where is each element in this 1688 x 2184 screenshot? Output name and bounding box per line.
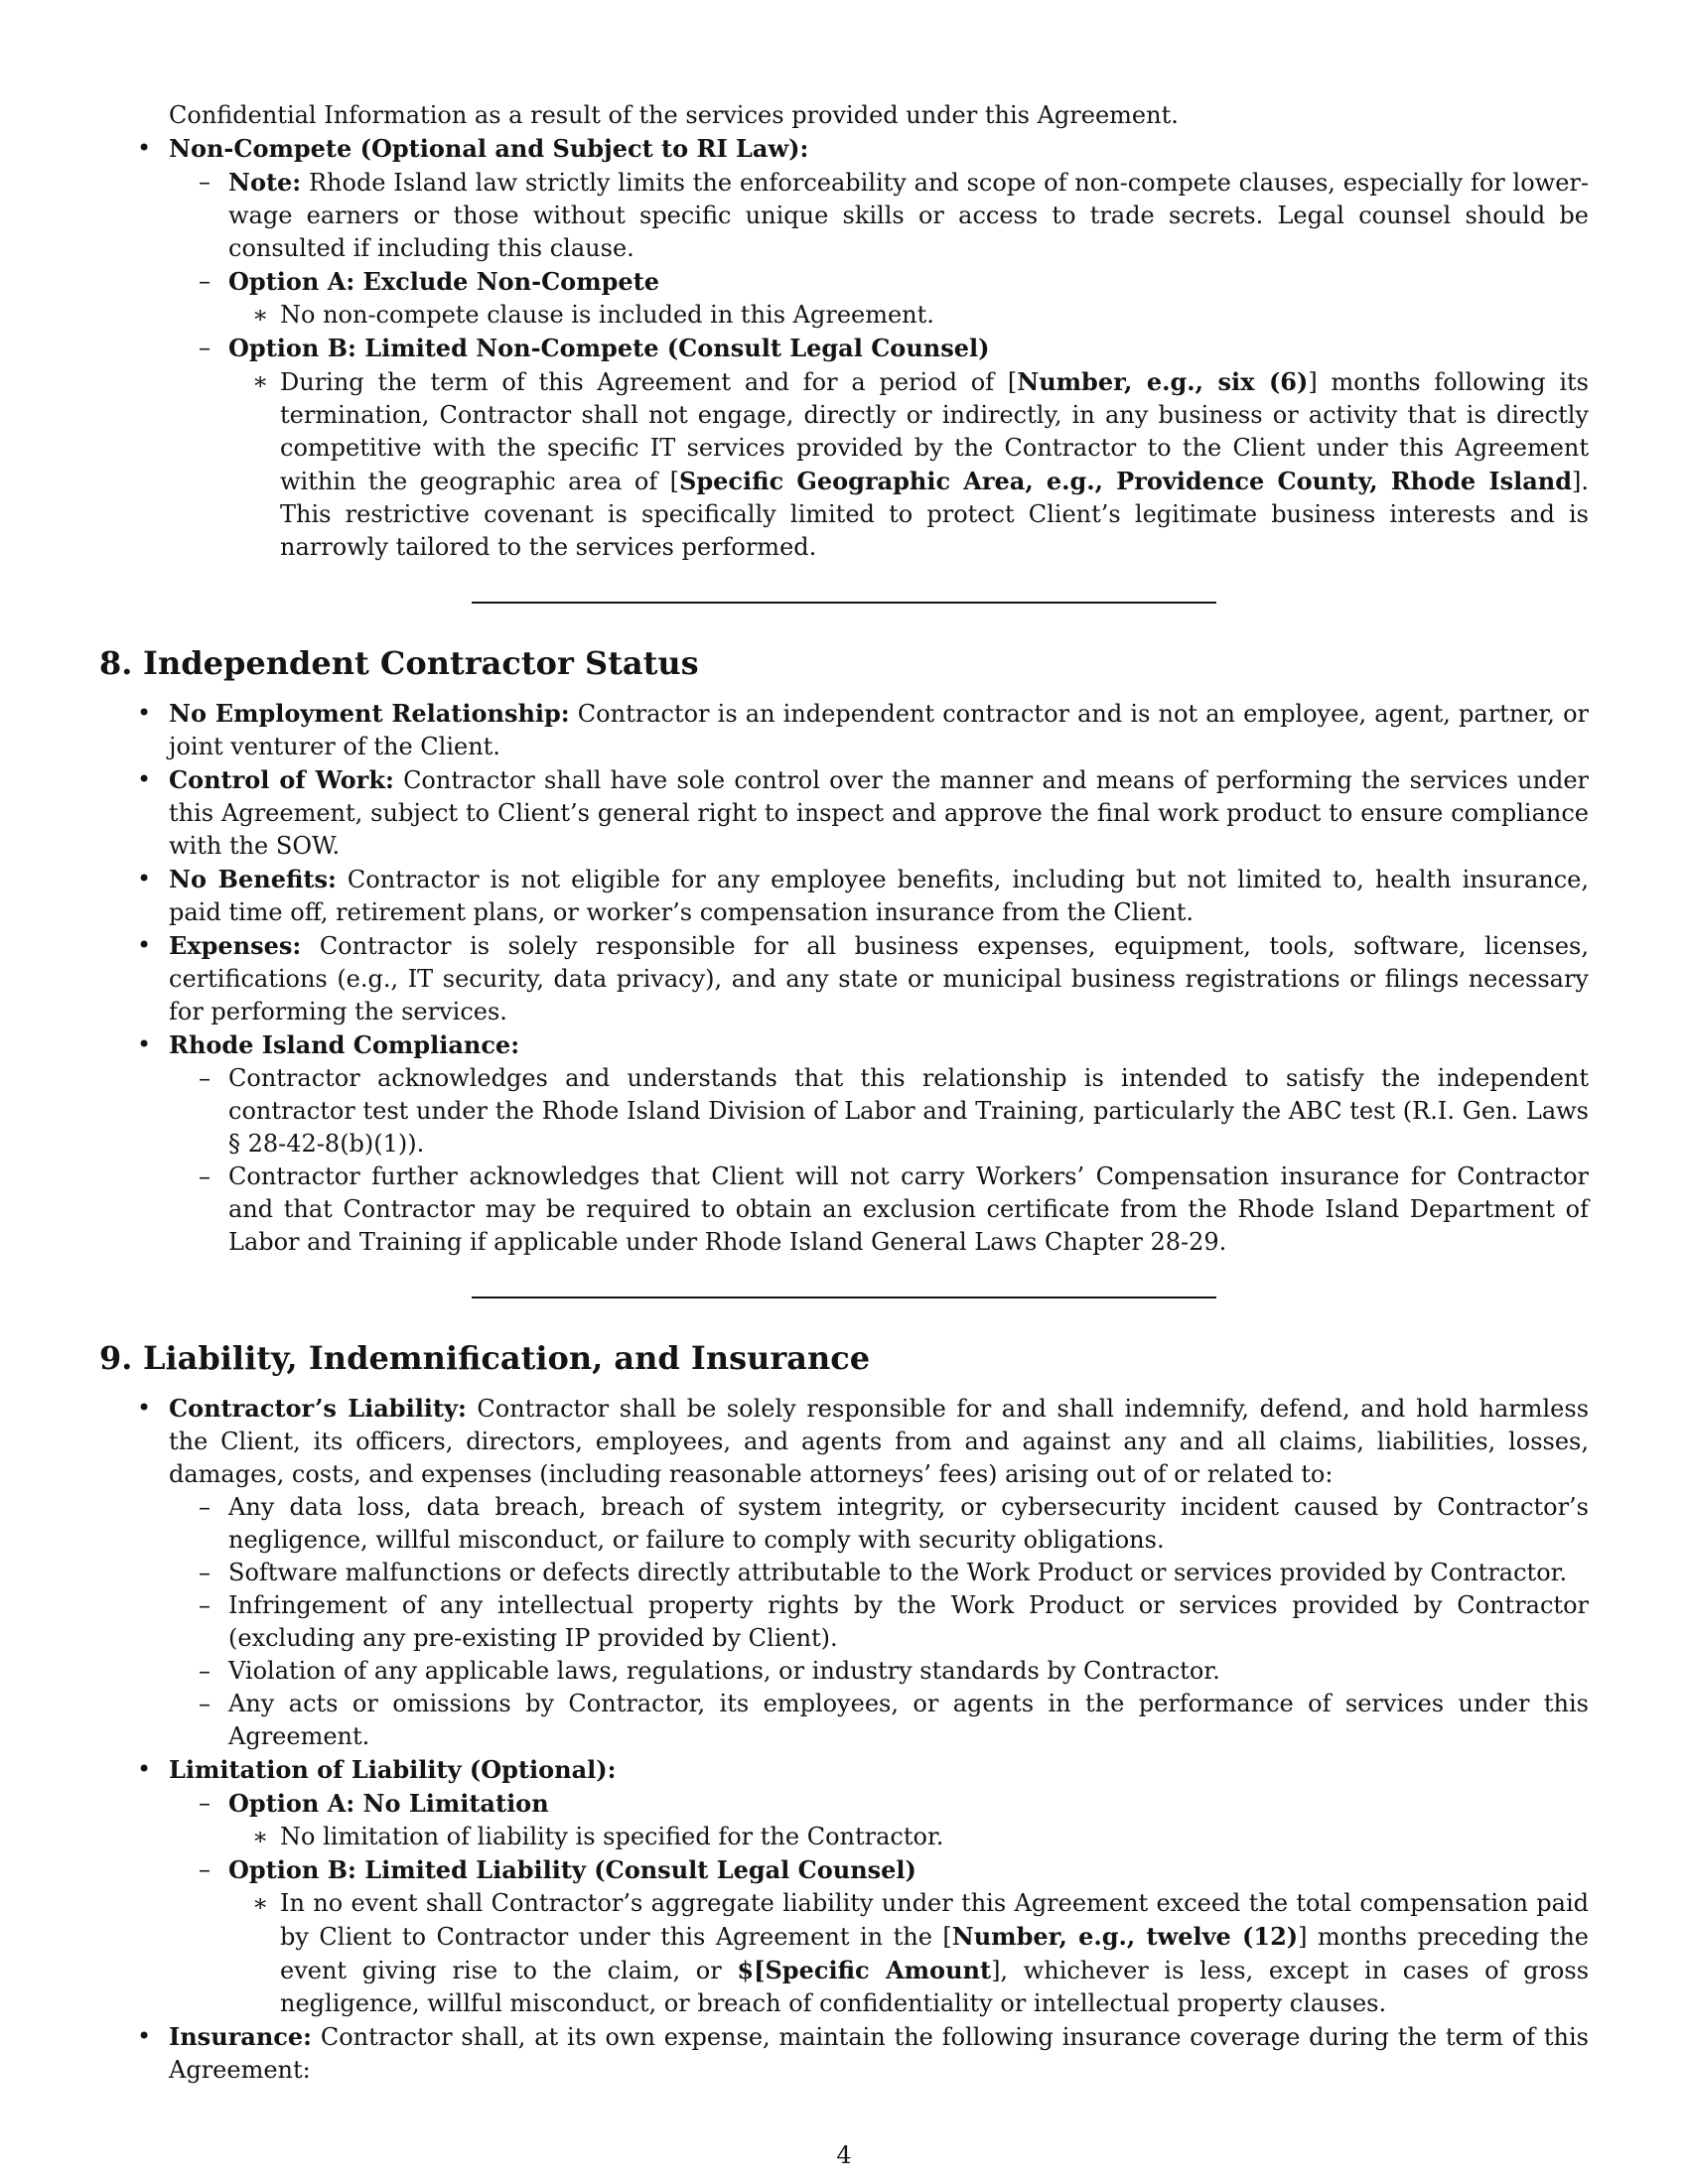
liability-item: – Any data loss, data breach, breach of system integrity, or cybersecurity incident caused by Contractor’s negligence, willful misconduct, or failure to comply with security obligations. xyxy=(169,1491,1589,1557)
item-text: Contractor is an independent contractor and is not an employee, agent, partner, or joint venturer of the Client. xyxy=(169,700,1589,760)
document-page xyxy=(99,99,1589,2087)
liability-item: – Infringement of any intellectual property rights by the Work Product or services provided by Contractor (excluding any pre-existing IP provided by Client). xyxy=(169,1589,1589,1655)
section-9-list xyxy=(99,1392,1589,2087)
list-item xyxy=(99,929,1589,1028)
ri-compliance-label: Rhode Island Compliance: xyxy=(169,1030,520,1059)
liability-sublist xyxy=(169,1491,1589,1753)
insurance-label: Insurance: xyxy=(169,2022,313,2051)
lim-option-b-list xyxy=(228,1887,1589,2020)
lim-option-a-text: ∗ No limitation of liability is specified for the Contractor. xyxy=(228,1821,1589,1853)
lim-option-b-text xyxy=(228,1887,1589,2020)
liability-item: – Violation of any applicable laws, regulations, or industry standards by Contractor. xyxy=(169,1655,1589,1688)
list-item xyxy=(99,763,1589,863)
lim-option-b-text-1: In no event shall Contractor’s aggregate liability under this Agreement exceed the total compensation paid by Client to Contractor under this Agreement in the [ xyxy=(280,1889,1589,1951)
noncompete-option-a xyxy=(169,265,1589,332)
liability-text: Contractor shall be solely responsible for and shall indemnify, defend, and hold harmless the Client, its officers, directors, employees, and agents from and against any and all claims, liabilities, losses, damages, costs, and expenses (including reasonable attorneys’ fees) arising out of or related to: xyxy=(169,1395,1590,1488)
section-9-number: 9. xyxy=(99,1339,133,1377)
liability-label: Contractor’s Liability: xyxy=(169,1394,467,1423)
section-9-heading xyxy=(99,1338,1589,1378)
lim-option-b-placeholder-months: Number, e.g., twelve (12) xyxy=(951,1922,1299,1951)
option-a-list xyxy=(228,299,1589,332)
liability-item: – Any acts or omissions by Contractor, its employees, or agents in the performance of services under this Agreement. xyxy=(169,1688,1589,1753)
list-item xyxy=(99,1392,1589,1753)
item-text: Contractor shall have sole control over the manner and means of performing the services under this Agreement, subject to Client’s general right to inspect and approve the final work product to ensure compliance with the SOW. xyxy=(169,766,1590,860)
item-label: Expenses: xyxy=(169,931,302,960)
lim-option-b-text-3: ], whichever is less, except in cases of gross negligence, willful misconduct, or breach of confidentiality or intellectual property clauses. xyxy=(280,1957,1590,2017)
section-8-number: 8. xyxy=(99,644,133,682)
item-label: Control of Work: xyxy=(169,765,394,794)
liability-item: – Software malfunctions or defects directly attributable to the Work Product or services provided by Contractor. xyxy=(169,1557,1589,1589)
list-item xyxy=(99,697,1589,763)
list-item xyxy=(99,1753,1589,2020)
item-text: Contractor is not eligible for any employee benefits, including but not limited to, health insurance, paid time off, retirement plans, or worker’s compensation insurance from the Client. xyxy=(169,866,1589,926)
option-b-placeholder-period: Number, e.g., six (6) xyxy=(1017,367,1309,396)
ri-compliance-sublist xyxy=(169,1062,1589,1259)
noncompete-item xyxy=(99,132,1589,564)
ri-compliance-item: – Contractor acknowledges and understands that this relationship is intended to satisfy the independent contractor test under the Rhode Island Division of Labor and Training, particularly the ABC test (R.I. Gen. Laws § 28-42-8(b)(1)). xyxy=(169,1062,1589,1160)
insurance-text: Contractor shall, at its own expense, maintain the following insurance coverage during the term of this Agreement: xyxy=(169,2023,1589,2084)
noncompete-list xyxy=(99,132,1589,564)
limitation-sublist xyxy=(169,1787,1589,2020)
ri-compliance-item: – Contractor further acknowledges that Client will not carry Workers’ Compensation insurance for Contractor and that Contractor may be required to obtain an exclusion certificate from the Rhode Island Department of Labor and Training if applicable under Rhode Island General Laws Chapter 28-29. xyxy=(169,1160,1589,1259)
limitation-option-b xyxy=(169,1853,1589,2020)
lim-option-a-label: Option A: No Limitation xyxy=(228,1789,549,1818)
lim-option-b-placeholder-amount: $[Specific Amount xyxy=(737,1956,992,1984)
option-b-placeholder-area: Specific Geographic Area, e.g., Providence County, Rhode Island xyxy=(679,467,1572,495)
page-number: 4 xyxy=(836,2141,852,2169)
section-8-list xyxy=(99,697,1589,1259)
note-label: Note: xyxy=(228,168,302,197)
list-item xyxy=(99,1028,1589,1259)
section-8-title: Independent Contractor Status xyxy=(143,644,699,682)
option-b-text-1: During the term of this Agreement and for a period of [ xyxy=(280,368,1018,396)
section-9-title: Liability, Indemnification, and Insurance xyxy=(143,1339,871,1377)
noncompete-note xyxy=(169,166,1589,265)
option-a-label: Option A: Exclude Non-Compete xyxy=(228,267,659,296)
lim-option-a-list xyxy=(228,1821,1589,1853)
option-b-text xyxy=(228,365,1589,564)
list-item xyxy=(99,863,1589,929)
lim-option-b-label: Option B: Limited Liability (Consult Legal Counsel) xyxy=(228,1855,916,1884)
option-a-text: ∗ No non-compete clause is included in this Agreement. xyxy=(228,299,1589,332)
limitation-label: Limitation of Liability (Optional): xyxy=(169,1755,617,1784)
noncompete-heading: Non-Compete (Optional and Subject to RI Law): xyxy=(169,134,809,163)
option-b-text-3: ]. This restrictive covenant is specifically limited to protect Client’s legitimate business interests and is narrowly tailored to the services performed. xyxy=(280,468,1589,561)
limitation-option-a xyxy=(169,1787,1589,1853)
item-text: Contractor is solely responsible for all business expenses, equipment, tools, software, licenses, certifications (e.g., IT security, data privacy), and any state or municipal business registrations or filings necessary for performing the services. xyxy=(169,932,1589,1025)
option-b-text-2: ] months following its termination, Contractor shall not engage, directly or indirectly, in any business or activity that is directly competitive with the specific IT services provided by the Contractor to the Client under this Agreement within the geographic area of [ xyxy=(280,368,1589,495)
option-b-list xyxy=(228,365,1589,564)
note-text: Rhode Island law strictly limits the enforceability and scope of non-compete clauses, especially for lower-wage earners or those without specific unique skills or access to trade secrets. Legal counsel should be consulted if including this clause. xyxy=(228,169,1589,262)
continued-paragraph: Confidential Information as a result of the services provided under this Agreement. xyxy=(169,101,1179,129)
list-item xyxy=(99,2020,1589,2087)
option-b-label: Option B: Limited Non-Compete (Consult Legal Counsel) xyxy=(228,334,990,362)
section-8-heading xyxy=(99,643,1589,683)
noncompete-sublist xyxy=(169,166,1589,564)
lim-option-b-text-2: ] months preceding the event giving rise to the claim, or xyxy=(280,1923,1589,1984)
item-label: No Employment Relationship: xyxy=(169,699,570,728)
item-label: No Benefits: xyxy=(169,865,337,893)
noncompete-option-b xyxy=(169,332,1589,564)
